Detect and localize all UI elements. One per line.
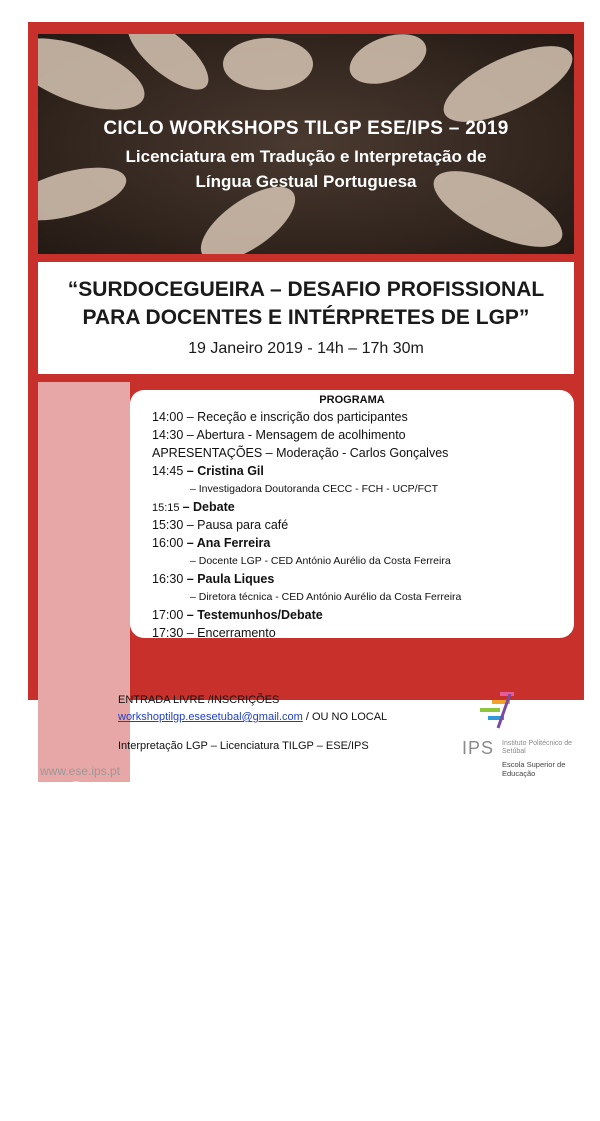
ips-logo bbox=[462, 688, 582, 788]
event-title-line2: PARA DOCENTES E INTÉRPRETES DE LGP” bbox=[82, 306, 530, 329]
program-row-detail: – Docente LGP - CED António Aurélio da Costa Ferreira bbox=[190, 555, 451, 567]
registration-line bbox=[118, 711, 387, 723]
program-box bbox=[130, 390, 574, 638]
entry-text: ENTRADA LIVRE /INSCRIÇÕES bbox=[118, 694, 280, 706]
hero-subtitle-line1: Licenciatura em Tradução e Interpretação de bbox=[125, 147, 487, 166]
program-row: 14:45 – Cristina Gil bbox=[152, 464, 264, 478]
ips-logo-mark-icon bbox=[470, 690, 530, 732]
program-row: 16:30 – Paula Liques bbox=[152, 572, 275, 586]
hero-title: CICLO WORKSHOPS TILGP ESE/IPS – 2019 bbox=[103, 118, 509, 139]
program-row: 15:30 – Pausa para café bbox=[152, 518, 289, 532]
event-date-time: 19 Janeiro 2019 - 14h – 17h 30m bbox=[188, 340, 424, 357]
email-link[interactable]: workshoptilgp.esesetubal@gmail.com bbox=[118, 711, 303, 723]
program-row: 14:30 – Abertura - Mensagem de acolhimento bbox=[152, 428, 406, 442]
program-row: 16:00 – Ana Ferreira bbox=[152, 536, 271, 550]
program-list bbox=[152, 408, 568, 642]
program-row: 17:00 – Testemunhos/Debate bbox=[152, 608, 323, 622]
event-title-line1: “SURDOCEGUEIRA – DESAFIO PROFISSIONAL bbox=[67, 278, 545, 301]
program-row: 17:30 – Encerramento bbox=[152, 626, 276, 640]
logo-acronym: IPS bbox=[462, 738, 495, 758]
workshop-side-panel bbox=[38, 382, 130, 1121]
event-title-box bbox=[38, 262, 574, 374]
program-heading: PROGRAMA bbox=[319, 394, 385, 406]
interpretation-text: Interpretação LGP – Licenciatura TILGP – ESE/IPS bbox=[118, 740, 369, 752]
website-text[interactable]: www.ese.ips.pt bbox=[40, 764, 121, 778]
hero-banner bbox=[38, 34, 574, 254]
program-row: 15:15 – Debate bbox=[152, 500, 235, 514]
program-row: APRESENTAÇÕES – Moderação - Carlos Gonçalves bbox=[152, 446, 449, 460]
or-local-text: / OU NO LOCAL bbox=[302, 711, 388, 723]
logo-institute: Instituto Politécnico de Setúbal bbox=[502, 740, 573, 755]
hero-subtitle-line2: Língua Gestual Portuguesa bbox=[195, 172, 417, 191]
program-row: 14:00 – Receção e inscrição dos participantes bbox=[152, 410, 408, 424]
workshop-label: WORKSHOP bbox=[54, 775, 114, 1121]
logo-school: Escola Superior de Educação bbox=[502, 760, 566, 778]
program-row-detail: – Investigadora Doutoranda CECC - FCH - UCP/FCT bbox=[190, 483, 438, 495]
program-row-detail: – Diretora técnica - CED António Aurélio da Costa Ferreira bbox=[190, 591, 462, 603]
